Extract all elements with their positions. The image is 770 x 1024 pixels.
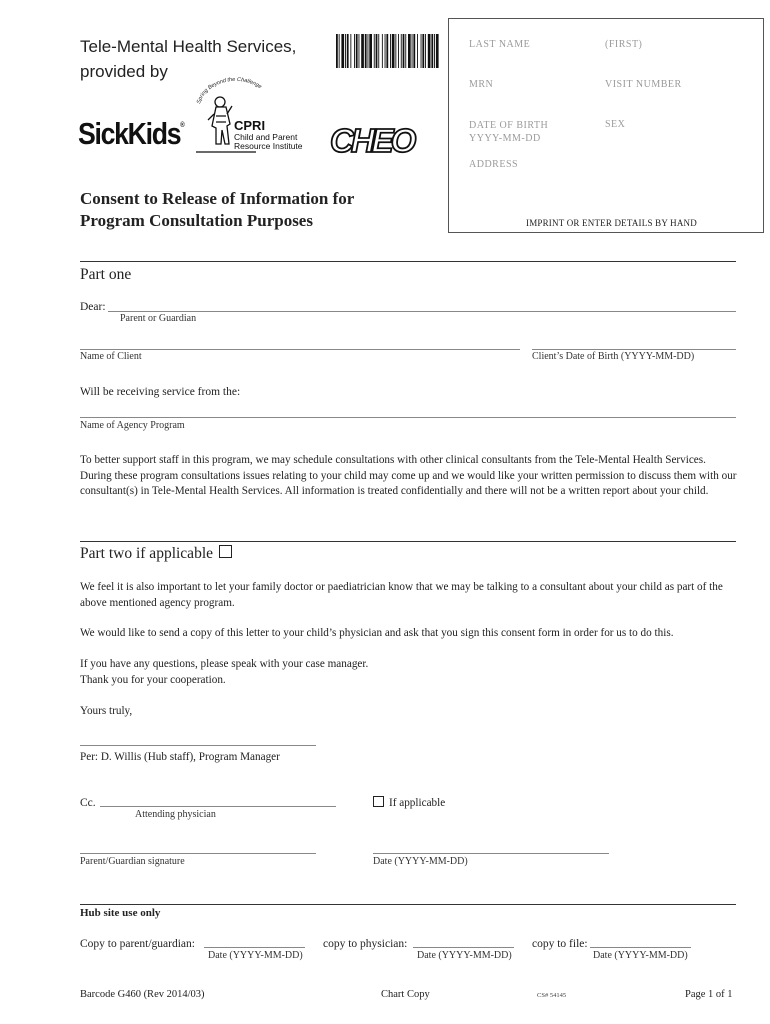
- if-applicable-checkbox[interactable]: [373, 796, 384, 807]
- questions-line: If you have any questions, please speak with your case manager.: [80, 658, 369, 670]
- patient-imprint-box[interactable]: [448, 18, 764, 233]
- copy-physician-date-caption: Date (YYYY-MM-DD): [417, 950, 512, 961]
- part-two-paragraph-1: We feel it is also important to let your family doctor or paediatrician know that we may be talking to a consultant about your child as part of the above mentioned agency program.: [80, 581, 723, 609]
- closing-text: Yours truly,: [80, 705, 133, 717]
- sex-label: SEX: [605, 119, 626, 130]
- copy-physician-label: copy to physician:: [323, 938, 408, 950]
- cpri-name: CPRI: [234, 118, 266, 133]
- title-line-1: Consent to Release of Information for: [80, 189, 355, 208]
- agency-program-line[interactable]: [80, 417, 736, 418]
- barcode-image: [335, 34, 440, 68]
- parent-guardian-caption: Parent or Guardian: [120, 313, 197, 324]
- last-name-label: LAST NAME: [469, 39, 531, 50]
- client-name-caption: Name of Client: [80, 351, 142, 362]
- mrn-label: MRN: [469, 79, 494, 90]
- guardian-signature-line[interactable]: [80, 853, 316, 854]
- cheo-logo: [328, 118, 418, 160]
- form-barcode-id: Barcode G460 (Rev 2014/03): [80, 989, 205, 1000]
- divider: [80, 904, 736, 905]
- cpri-sub-2: Resource Institute: [234, 141, 303, 151]
- part-one-heading: Part one: [80, 266, 132, 283]
- divider: [80, 261, 736, 262]
- if-applicable-option[interactable]: [373, 796, 445, 812]
- copy-parent-date-caption: Date (YYYY-MM-DD): [208, 950, 303, 961]
- address-label: ADDRESS: [469, 159, 519, 170]
- org-line-2: provided by: [80, 62, 168, 81]
- svg-text:Spring Beyond the Challenge: [196, 77, 262, 105]
- client-dob-line[interactable]: [532, 349, 736, 350]
- org-line-1: Tele-Mental Health Services,: [80, 37, 297, 56]
- copy-file-label: copy to file:: [532, 938, 588, 950]
- dob-format: YYYY-MM-DD: [469, 133, 541, 144]
- cpri-subtitle: [234, 133, 303, 151]
- sickkids-wordmark: SickKids: [78, 116, 181, 151]
- dob-label: [469, 119, 548, 145]
- cpri-logo: [192, 76, 332, 156]
- part-two-paragraph-3: [80, 657, 368, 688]
- cpri-arc-text: Spring Beyond the Challenge: [196, 76, 263, 105]
- cs-number: CS# 54145: [537, 992, 567, 999]
- part-two-heading: [80, 545, 237, 563]
- if-applicable-label: If applicable: [389, 797, 446, 809]
- divider: [80, 541, 736, 542]
- page-number: Page 1 of 1: [685, 989, 733, 1000]
- signature-date-line[interactable]: [373, 853, 609, 854]
- sickkids-logo: [78, 116, 185, 152]
- registered-mark: ®: [180, 122, 185, 129]
- thanks-line: Thank you for your cooperation.: [80, 673, 226, 686]
- dob-text: DATE OF BIRTH: [469, 120, 549, 131]
- signature-date-caption: Date (YYYY-MM-DD): [373, 856, 468, 867]
- attending-physician-caption: Attending physician: [135, 809, 216, 820]
- part-two-heading-text: Part two if applicable: [80, 545, 213, 562]
- copy-parent-label: Copy to parent/guardian:: [80, 938, 195, 950]
- document-title: [80, 188, 354, 232]
- first-name-label: (FIRST): [605, 39, 643, 50]
- guardian-signature-caption: Parent/Guardian signature: [80, 856, 185, 867]
- staff-signature-line[interactable]: [80, 745, 316, 746]
- cc-label: Cc.: [80, 797, 96, 809]
- title-line-2: Program Consultation Purposes: [80, 211, 313, 230]
- part-two-paragraph-2: We would like to send a copy of this letter to your child’s physician and ask that you sign this consent form in order for us to do this.: [80, 627, 674, 639]
- hub-heading: Hub site use only: [80, 907, 161, 919]
- copy-parent-date-line[interactable]: [204, 947, 305, 948]
- agency-program-caption: Name of Agency Program: [80, 420, 185, 431]
- child-figure-icon: [208, 97, 232, 144]
- dear-label: Dear:: [80, 301, 106, 313]
- copy-file-date-caption: Date (YYYY-MM-DD): [593, 950, 688, 961]
- dear-input-line[interactable]: [108, 311, 736, 312]
- copy-file-date-line[interactable]: [590, 947, 691, 948]
- receiving-service-label: Will be receiving service from the:: [80, 386, 241, 398]
- copy-physician-date-line[interactable]: [413, 947, 514, 948]
- visit-number-label: VISIT NUMBER: [605, 79, 682, 90]
- imprint-note: IMPRINT OR ENTER DETAILS BY HAND: [526, 218, 697, 228]
- cc-input-line[interactable]: [100, 806, 336, 807]
- client-name-line[interactable]: [80, 349, 520, 350]
- part-one-paragraph: To better support staff in this program, we may schedule consultations with other clinical consultants from the Tele-Mental Health Services. During these program consultations issues relating to your child may come up and we would like your written permission to discuss them with our consultant(s) in Tele-Mental Health Services. All information is treated confidentially and there will not be a written report about your child.: [80, 454, 737, 497]
- per-staff-text: Per: D. Willis (Hub staff), Program Manager: [80, 751, 280, 763]
- cpri-sub-1: Child and Parent: [234, 132, 298, 142]
- part-two-checkbox[interactable]: [219, 545, 232, 558]
- chart-copy-label: Chart Copy: [381, 989, 430, 1000]
- client-dob-caption: Client’s Date of Birth (YYYY-MM-DD): [532, 351, 695, 362]
- cheo-wordmark: CHEO: [330, 122, 414, 159]
